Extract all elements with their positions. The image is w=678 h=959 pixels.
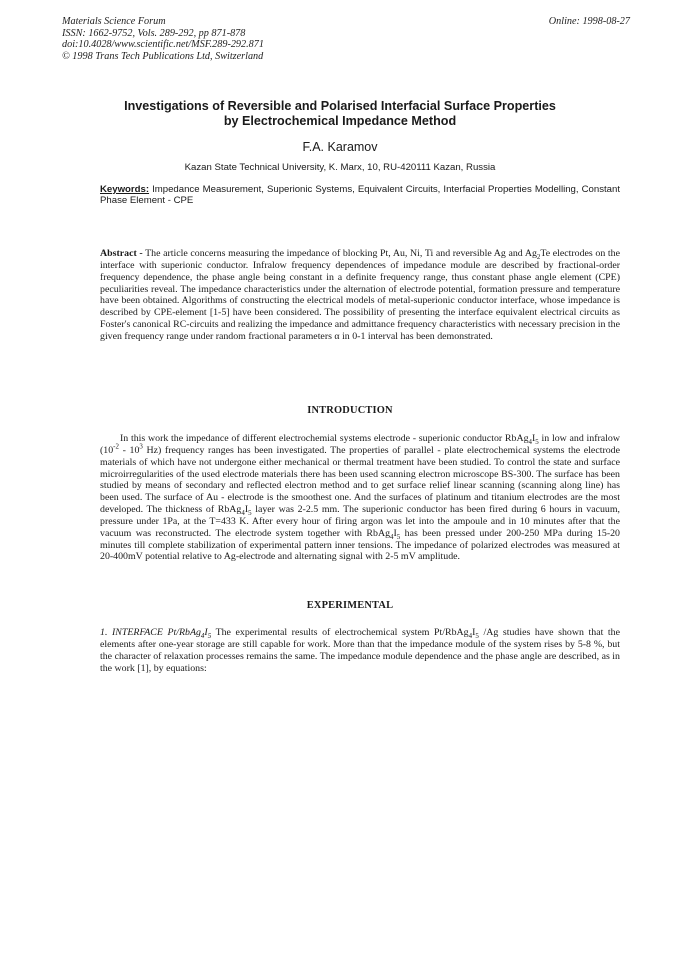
keywords-label: Keywords: bbox=[100, 184, 150, 195]
intro-text-c: - 10 bbox=[118, 444, 140, 456]
issn-line: ISSN: 1662-9752, Vols. 289-292, pp 871-878 bbox=[62, 27, 246, 39]
exp-text-b: /Ag studies have shown that the elements after one-year storage are still capable for work. More than that the impedance module of the system rises by 5-8 %, but the character of relaxation processes remains the same. The impedance module dependence and the phase angle are described, as in the work [1], by equations: bbox=[100, 627, 620, 674]
superscript: -2 bbox=[113, 443, 119, 451]
journal-name: Materials Science Forum bbox=[62, 16, 166, 27]
title-line-1: Investigations of Reversible and Polarised Interfacial Surface Properties bbox=[124, 99, 556, 113]
doi-line: doi:10.4028/www.scientific.net/MSF.289-292.871 bbox=[62, 39, 264, 51]
intro-text-b: in low and infralow (10 bbox=[100, 433, 620, 456]
subscript: 5 bbox=[248, 510, 252, 518]
keywords-block bbox=[100, 184, 620, 206]
introduction-paragraph: In this work the impedance of different electrochemial systems electrode - superionic conductor $RbAg_4I_5$ in low and infralow ($10^{-2} - 10^3$ Hz) frequency ranges has been investigated. The properties of parallel - plate electrochemical systems the electrode materials of which have not undergone either mechanical or thermal treatment have been studied. To control the state and surface microirregularities of the used electrode materials there has been used scanning electron microscope BS-300. The surface has been studied by means of secondary and reflected electron method and to get surface relief linear scanning (scanning along line) has been used. The surface of Au - electrode is the smoothest one. And the surfaces of platinum and titanium electrodes are the most developed. The thickness of $RbAg_4I_5$ layer was 2-2.5 mm. The superionic conductor has been fired during 6 hours in vacuum, pressure under 1Pa, at the T=433 K. After every hour of firing argon was let into the ampoule and in 10 minutes after that the vacuum was reconstructed. The electrode system together with $RbAg_4I_5$ has been pressed under 200-250 MPa during 15-20 minutes till complete stabilization of experimental pattern inner tensions. The impedance of polarized electrodes was measured at 20-400mV potential relative to Ag-electrode and alternating signal with 2-5 mV amplitude. bbox=[100, 433, 620, 563]
author-affiliation: Kazan State Technical University, K. Marx, 10, RU-420111 Kazan, Russia bbox=[184, 162, 496, 173]
copyright-line: © 1998 Trans Tech Publications Ltd, Switzerland bbox=[62, 50, 264, 62]
keywords-text: Impedance Measurement, Superionic Systems, Equivalent Circuits, Interfacial Properties Modelling, Constant Phase Element - CPE bbox=[100, 184, 620, 207]
subscript: 5 bbox=[396, 533, 401, 541]
subscript: 2 bbox=[536, 253, 541, 261]
abstract-paragraph bbox=[100, 248, 620, 343]
superscript: 3 bbox=[139, 443, 143, 451]
section-heading-introduction: INTRODUCTION bbox=[307, 405, 393, 416]
subscript: 4 bbox=[241, 510, 245, 518]
subscript: 4 bbox=[200, 632, 205, 640]
abstract-label: Abstract - bbox=[100, 248, 143, 259]
title-line-2: by Electrochemical Impedance Method bbox=[223, 114, 457, 128]
abstract-text-2: Te electrodes on the interface with superionic conductor. Infralow frequency dependences of impedance module are described by fractional-order frequency dependence, the phase angle being constant in a definite frequency range, thus constant phase angle element (CPE) peculiarities reveal. The impedance characteristics under the alternation of electrode potential, formation pressure and temperature have been obtained. Algorithms of constructing the electrical models of metal-superionic conductor interface, whose impedance is described by CPE-element [1-5] have been considered. The possibility of presenting the interface equivalent electrical circuits as Foster's canonical RC-circuits and realizing the impedance and admittance frequency characteristics with necessary precision in the given frequency range under random fractional parameters α in 0-1 interval has been demonstrated. bbox=[100, 248, 620, 342]
author-name: F.A. Karamov bbox=[302, 140, 378, 154]
subsection-label: 1. INTERFACE Pt/RbAg bbox=[100, 627, 201, 638]
online-date: Online: 1998-08-27 bbox=[548, 16, 630, 27]
subscript: 4 bbox=[390, 533, 394, 541]
section-heading-experimental: EXPERIMENTAL bbox=[306, 600, 394, 611]
paper-title bbox=[60, 99, 620, 129]
subscript: 4 bbox=[468, 632, 473, 640]
intro-text-e: layer was 2-2.5 mm. The superionic conductor has been fired during 6 hours in vacuum, pressure under 1Pa, at the T=433 K. After every hour of firing argon was let into the ampoule and in 10 minutes after that the vacuum was reconstructed. The electrode system together with RbAg bbox=[100, 504, 620, 539]
intro-text-f: has been pressed under 200-250 MPa during 15-20 minutes till complete stabilization of experimental pattern inner tensions. The impedance of polarized electrodes was measured at 20-400mV potential relative to Ag-electrode and alternating signal with 2-5 mV amplitude. bbox=[100, 527, 620, 563]
subscript: 5 bbox=[535, 438, 539, 446]
intro-text-a: In this work the impedance of different electrochemial systems electrode - superionic conductor RbAg bbox=[120, 433, 529, 444]
journal-masthead bbox=[62, 16, 264, 62]
subscript: 5 bbox=[475, 632, 479, 640]
subscript: 4 bbox=[528, 438, 532, 446]
exp-text-a: The experimental results of electrochemical system Pt/RbAg bbox=[211, 627, 469, 638]
abstract-text-1: The article concerns measuring the impedance of blocking Pt, Au, Ni, Ti and reversible Ag and Ag bbox=[142, 248, 537, 259]
intro-text-d: Hz) frequency ranges has been investigated. The properties of parallel - plate electrochemical systems the electrode materials of which have not undergone either mechanical or thermal treatment have been studied. To control the state and surface microirregularities of the used electrode materials there has been used scanning electron microscope BS-300. The surface has been studied by means of secondary and reflected electron method and to get surface relief linear scanning (scanning along line) has been used. The surface of Au - electrode is the smoothest one. And the surfaces of platinum and titanium electrodes are the most developed. The thickness of RbAg bbox=[100, 444, 620, 516]
subscript: 5 bbox=[207, 632, 212, 640]
experimental-paragraph: 1. INTERFACE $Pt/RbAg_4I_5$ The experimental results of electrochemical system $Pt/RbAg_4I_5$ /Ag studies have shown that the elements after one-year storage are still capable for work. More than that the impedance module of the system rises by 5-8 %, but the character of relaxation processes remains the same. The impedance module dependence and the phase angle are described, as in the work [1], by equations: bbox=[100, 627, 620, 674]
